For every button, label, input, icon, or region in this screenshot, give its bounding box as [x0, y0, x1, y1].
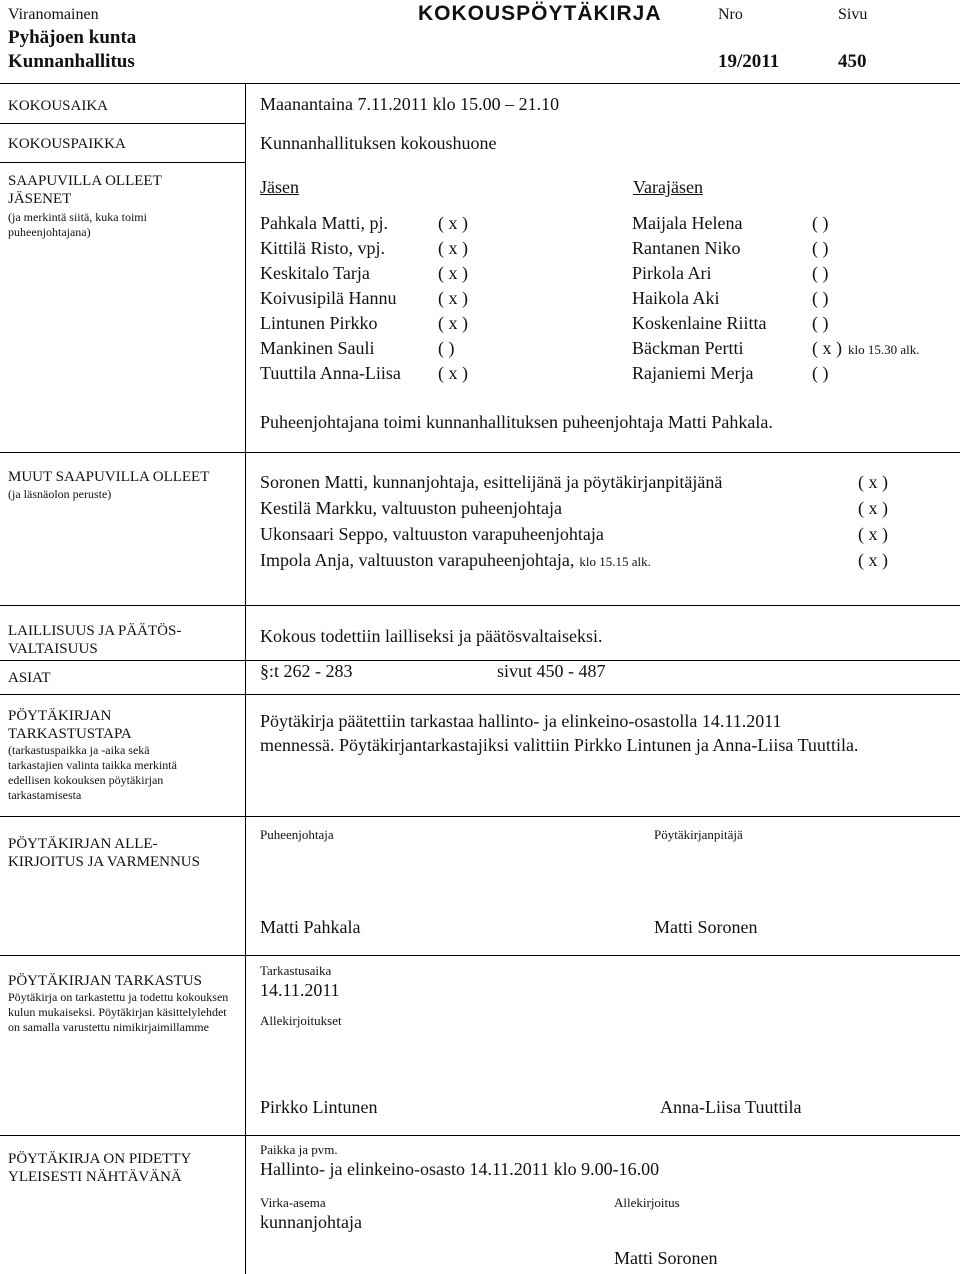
member-name: Kittilä Risto, vpj. [260, 238, 386, 258]
section-divider [0, 1135, 960, 1136]
section-divider [0, 660, 960, 661]
member-name: Koivusipilä Hannu [260, 288, 397, 308]
review-sublabel: Pöytäkirja on tarkastettu ja todettu kokouksen kulun mukaiseksi. Pöytäkirjan käsittelylehdet on samalla varustettu nimikirjaimillamme [8, 990, 229, 1034]
meeting-time-label: KOKOUSAIKA [8, 98, 108, 114]
section-divider [0, 452, 960, 453]
meeting-time: Maanantaina 7.11.2011 klo 15.00 – 21.10 [260, 94, 560, 114]
label-column-divider [245, 83, 246, 1274]
organization-name: Pyhäjoen kunta [8, 27, 137, 48]
member-column-heading: Jäsen [260, 177, 299, 197]
member-presence-mark: ( x ) [438, 313, 468, 333]
legality-statement: Kokous todettiin lailliseksi ja päätösvaltaiseksi. [260, 626, 603, 646]
member-presence-mark: ( x ) [438, 213, 468, 233]
secretary-name: Matti Soronen [654, 917, 758, 937]
public-display-signer: Matti Soronen [614, 1248, 718, 1268]
row-divider [0, 162, 246, 163]
member-presence-mark: ( x ) [438, 288, 468, 308]
other-attendee [260, 498, 562, 519]
others-present-label: MUUT SAAPUVILLA OLLEET [8, 469, 210, 485]
reviewer-2-name: Anna-Liisa Tuuttila [660, 1097, 802, 1117]
page-label: Sivu [838, 6, 868, 23]
other-attendee [260, 472, 722, 493]
other-attendee-note: klo 15.15 alk. [579, 554, 651, 569]
deputy-name: Rantanen Niko [632, 238, 741, 258]
review-method-line-1: Pöytäkirja päätettiin tarkastaa hallinto- ja elinkeino-osastolla 14.11.2011 [260, 711, 782, 731]
signature-label: PÖYTÄKIRJAN ALLE-KIRJOITUS JA VARMENNUS [8, 836, 200, 870]
meeting-place: Kunnanhallituksen kokoushuone [260, 133, 497, 153]
document-number: 19/2011 [718, 51, 780, 72]
deputy-name: Rajaniemi Merja [632, 363, 754, 383]
deputy-presence-mark: ( ) [812, 288, 829, 308]
chair-name: Matti Pahkala [260, 917, 361, 937]
member-name: Tuuttila Anna-Liisa [260, 363, 401, 383]
deputy-name: Koskenlaine Riitta [632, 313, 767, 333]
items-pages: sivut 450 - 487 [497, 661, 606, 681]
place-date: Hallinto- ja elinkeino-osasto 14.11.2011 klo 9.00-16.00 [260, 1159, 660, 1179]
section-divider [0, 694, 960, 695]
other-attendee [260, 524, 604, 545]
review-method-label: PÖYTÄKIRJAN TARKASTUSTAPA [8, 708, 132, 742]
other-attendee-text: Kestilä Markku, valtuuston puheenjohtaja [260, 498, 562, 518]
member-name: Pahkala Matti, pj. [260, 213, 388, 233]
document-title: KOKOUSPÖYTÄKIRJA [418, 2, 662, 25]
other-attendee-mark: ( x ) [858, 498, 888, 518]
legality-label: LAILLISUUS JA PÄÄTÖS-VALTAISUUS [8, 623, 182, 657]
items-sections: §:t 262 - 283 [260, 661, 353, 681]
review-time-label: Tarkastusaika [260, 963, 332, 978]
others-present-sublabel: (ja läsnäolon peruste) [8, 487, 112, 501]
items-label: ASIAT [8, 670, 51, 686]
place-date-label: Paikka ja pvm. [260, 1142, 338, 1157]
page-number: 450 [838, 51, 867, 72]
deputy-presence-mark: ( x ) [812, 338, 842, 358]
review-signatures-label: Allekirjoitukset [260, 1013, 342, 1028]
body-name: Kunnanhallitus [8, 51, 135, 72]
signature-field-label: Allekirjoitus [614, 1195, 680, 1210]
deputy-presence-mark: ( ) [812, 313, 829, 333]
other-attendee-text: Soronen Matti, kunnanjohtaja, esittelijänä ja pöytäkirjanpitäjänä [260, 472, 723, 492]
deputy-presence-mark: ( ) [812, 213, 829, 233]
deputy-name: Bäckman Pertti [632, 338, 744, 358]
reviewer-1-name: Pirkko Lintunen [260, 1097, 378, 1117]
member-presence-mark: ( x ) [438, 363, 468, 383]
attendees-sublabel: (ja merkintä siitä, kuka toimi puheenjohtajana) [8, 210, 147, 239]
position: kunnanjohtaja [260, 1212, 362, 1232]
other-attendee-text: Impola Anja, valtuuston varapuheenjohtaja, [260, 550, 575, 570]
member-presence-mark: ( x ) [438, 263, 468, 283]
authority-label: Viranomainen [8, 6, 99, 23]
member-name: Mankinen Sauli [260, 338, 375, 358]
secretary-label: Pöytäkirjanpitäjä [654, 827, 743, 842]
other-attendee-mark: ( x ) [858, 550, 888, 570]
deputy-presence-mark: ( ) [812, 263, 829, 283]
other-attendee-text: Ukonsaari Seppo, valtuuston varapuheenjohtaja [260, 524, 604, 544]
number-label: Nro [718, 6, 743, 23]
section-divider [0, 605, 960, 606]
deputy-name: Pirkola Ari [632, 263, 712, 283]
section-divider [0, 955, 960, 956]
review-method-sublabel: (tarkastuspaikka ja -aika sekä tarkastajien valinta taikka merkintä edellisen kokouksen pöytäkirjan tarkastamisesta [8, 743, 177, 802]
other-attendee-mark: ( x ) [858, 524, 888, 544]
deputy-presence-mark: ( ) [812, 238, 829, 258]
review-time: 14.11.2011 [260, 980, 340, 1000]
member-name: Lintunen Pirkko [260, 313, 378, 333]
other-attendee [260, 550, 651, 571]
row-divider [0, 123, 246, 124]
meeting-place-label: KOKOUSPAIKKA [8, 136, 126, 152]
position-label: Virka-asema [260, 1195, 326, 1210]
chair-label: Puheenjohtaja [260, 827, 334, 842]
deputy-arrival-note: klo 15.30 alk. [848, 342, 920, 357]
deputy-name: Haikola Aki [632, 288, 720, 308]
attendees-label: SAAPUVILLA OLLEET JÄSENET [8, 173, 162, 207]
section-divider [0, 816, 960, 817]
chair-note: Puheenjohtajana toimi kunnanhallituksen puheenjohtaja Matti Pahkala. [260, 412, 773, 432]
member-presence-mark: ( ) [438, 338, 455, 358]
deputy-presence-mark: ( ) [812, 363, 829, 383]
member-presence-mark: ( x ) [438, 238, 468, 258]
member-name: Keskitalo Tarja [260, 263, 370, 283]
header-divider [0, 83, 960, 84]
review-label: PÖYTÄKIRJAN TARKASTUS [8, 973, 202, 989]
review-method-line-2: mennessä. Pöytäkirjantarkastajiksi valittiin Pirkko Lintunen ja Anna-Liisa Tuuttila. [260, 735, 859, 755]
deputy-name: Maijala Helena [632, 213, 743, 233]
other-attendee-mark: ( x ) [858, 472, 888, 492]
public-display-label: PÖYTÄKIRJA ON PIDETTY YLEISESTI NÄHTÄVÄNÄ [8, 1151, 191, 1185]
deputy-column-heading: Varajäsen [633, 177, 703, 197]
